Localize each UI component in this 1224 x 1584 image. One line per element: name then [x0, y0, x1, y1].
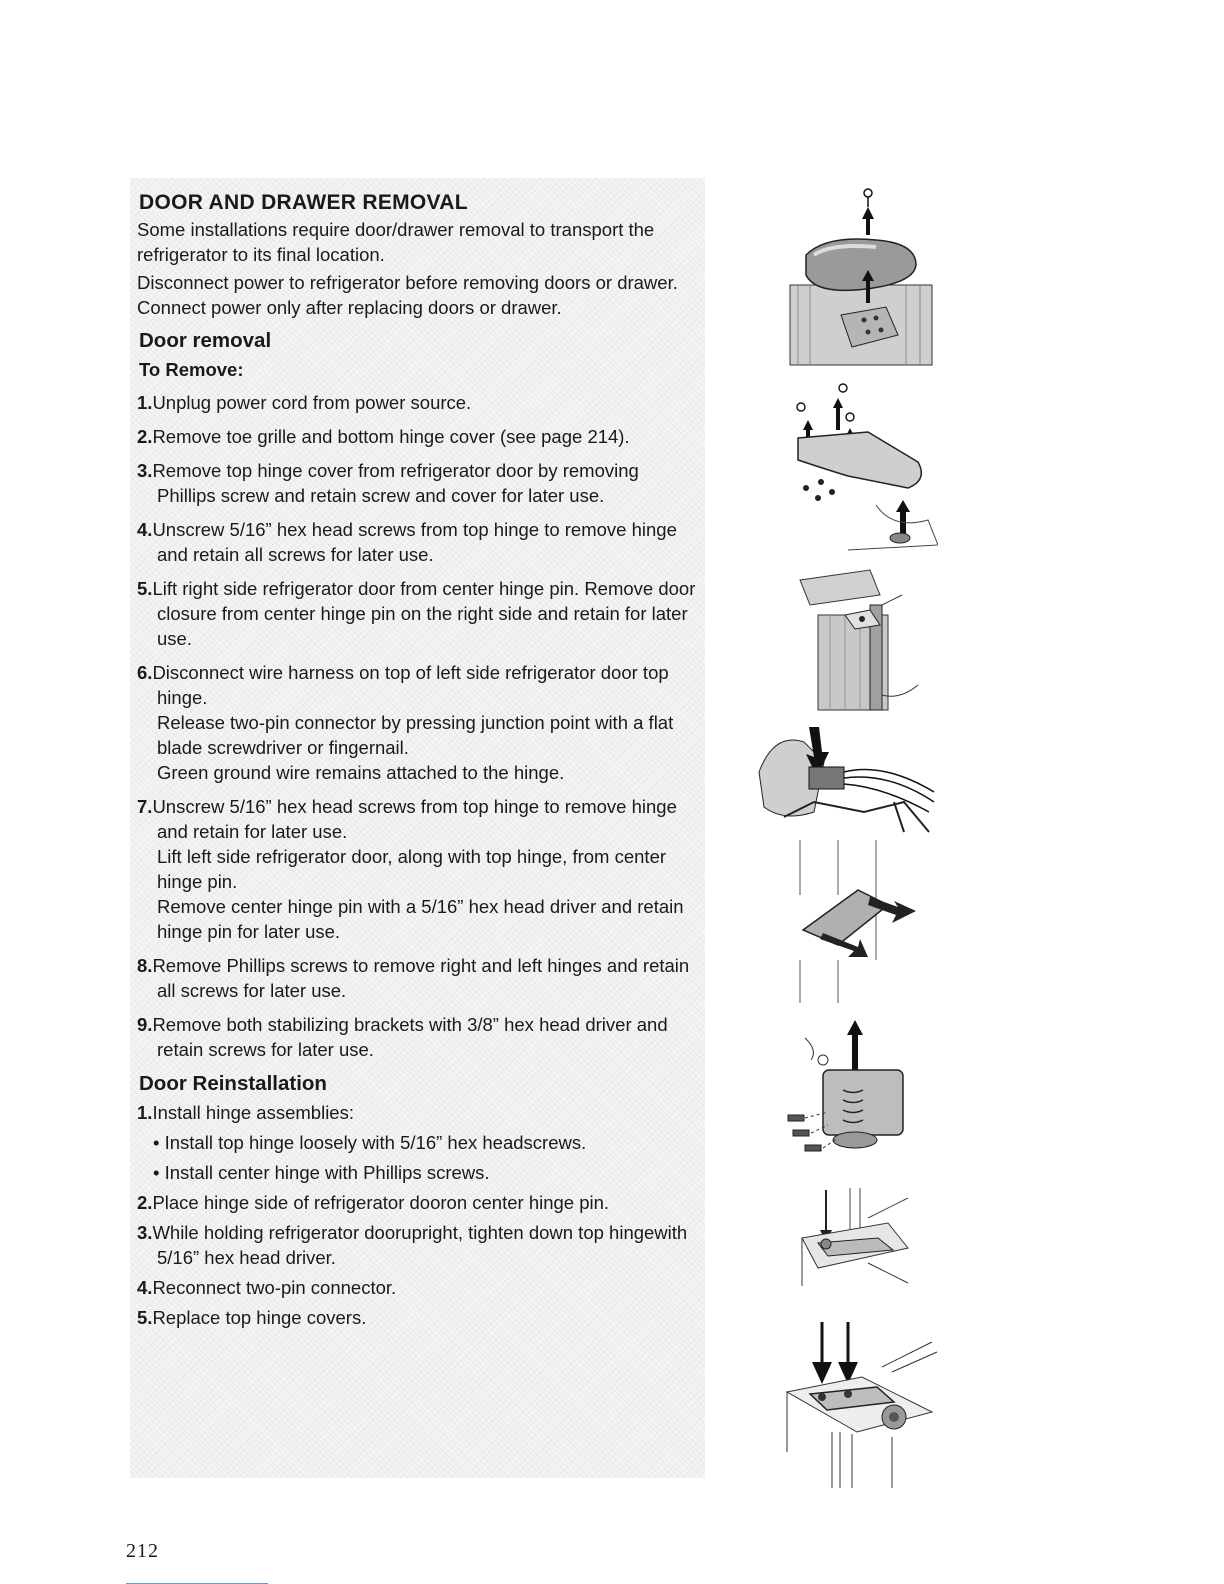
to-remove-subheading: To Remove:	[139, 359, 244, 380]
step-text: Remove Phillips screws to remove right and left hinges and retain all screws for later use.	[152, 955, 690, 1001]
figure-top-hinge-cover	[786, 185, 936, 367]
step-number: 1.	[137, 392, 153, 413]
step-extra-text: Release two-pin connector by pressing junction point with a flat blade screwdriver or fingernail.	[157, 712, 674, 758]
intro-paragraph-1: Some installations require door/drawer removal to transport the refrigerator to its final location.	[137, 219, 655, 265]
removal-step	[137, 517, 697, 567]
removal-step	[137, 953, 697, 1003]
step-number: 5.	[137, 1307, 153, 1328]
figure-hinge-placement	[798, 1188, 913, 1288]
step-number: 2.	[137, 1192, 153, 1213]
removal-step	[137, 390, 697, 415]
step-text: Reconnect two-pin connector.	[152, 1277, 397, 1298]
step-text: Install hinge assemblies:	[152, 1102, 354, 1123]
step-extra-text: Remove center hinge pin with a 5/16” hex head driver and retain hinge pin for later use.	[157, 896, 684, 942]
step-number: 5.	[137, 578, 153, 599]
step-number: 8.	[137, 955, 153, 976]
step-text: Unscrew 5/16” hex head screws from top hinge to remove hinge and retain for later use.	[152, 796, 677, 842]
step-number: 3.	[137, 1222, 153, 1243]
step-text: Lift right side refrigerator door from center hinge pin. Remove door closure from center hinge pin on the right side and retain for later use.	[152, 578, 696, 649]
figure-center-hinge	[788, 835, 928, 1005]
reinstall-step	[137, 1190, 697, 1215]
page-title: DOOR AND DRAWER REMOVAL	[139, 191, 468, 214]
step-text: Replace top hinge covers.	[152, 1307, 367, 1328]
step-number: 4.	[137, 1277, 153, 1298]
reinstall-step	[137, 1100, 697, 1125]
figure-wire-connector	[754, 722, 939, 834]
step-number: 3.	[137, 460, 153, 481]
step-number: 2.	[137, 426, 153, 447]
removal-steps-list	[137, 390, 697, 1062]
intro-paragraph-2: Disconnect power to refrigerator before removing doors or drawer. Connect power only after replacing doors or drawer.	[137, 272, 678, 318]
step-text: While holding refrigerator doorupright, tighten down top hingewith 5/16” hex head driver.	[152, 1222, 688, 1268]
step-text: Remove top hinge cover from refrigerator door by removing Phillips screw and retain screw and cover for later use.	[152, 460, 639, 506]
step-number: 4.	[137, 519, 153, 540]
reinstall-step	[137, 1220, 697, 1270]
step-text: Remove both stabilizing brackets with 3/8” hex head driver and retain screws for later use.	[152, 1014, 668, 1060]
step-number: 1.	[137, 1102, 153, 1123]
removal-step	[137, 1012, 697, 1062]
door-removal-heading: Door removal	[139, 329, 272, 352]
door-reinstallation-heading: Door Reinstallation	[139, 1072, 327, 1095]
step-text: Unplug power cord from power source.	[152, 392, 472, 413]
figure-door-hinge-pin	[790, 565, 920, 715]
step-extra-text: Green ground wire remains attached to the hinge.	[157, 762, 565, 783]
reinstall-step	[137, 1305, 697, 1330]
step-text: Disconnect wire harness on top of left side refrigerator door top hinge.	[152, 662, 669, 708]
step-number: 6.	[137, 662, 153, 683]
step-number: 7.	[137, 796, 153, 817]
page-number: 212	[126, 1540, 159, 1562]
removal-step	[137, 660, 697, 785]
reinstall-steps-list	[137, 1190, 697, 1330]
bullet-item: • Install center hinge with Phillips screws.	[153, 1162, 490, 1183]
step-text: Place hinge side of refrigerator dooron center hinge pin.	[152, 1192, 610, 1213]
figure-stabilizing-bracket	[783, 1020, 908, 1170]
reinstall-step	[137, 1275, 697, 1300]
removal-step	[137, 576, 697, 651]
step-text: Remove toe grille and bottom hinge cover (see page 214).	[152, 426, 630, 447]
removal-step	[137, 458, 697, 508]
removal-step	[137, 424, 697, 449]
instructions-content	[137, 190, 697, 1335]
step-extra-text: Lift left side refrigerator door, along with top hinge, from center hinge pin.	[157, 846, 667, 892]
step-number: 9.	[137, 1014, 153, 1035]
removal-step	[137, 794, 697, 944]
bullet-item: • Install top hinge loosely with 5/16” hex headscrews.	[153, 1132, 587, 1153]
step-text: Unscrew 5/16” hex head screws from top hinge to remove hinge and retain all screws for later use.	[152, 519, 677, 565]
figure-top-hinge-reinstall	[782, 1322, 940, 1490]
figure-top-hinge-screws	[788, 380, 938, 555]
